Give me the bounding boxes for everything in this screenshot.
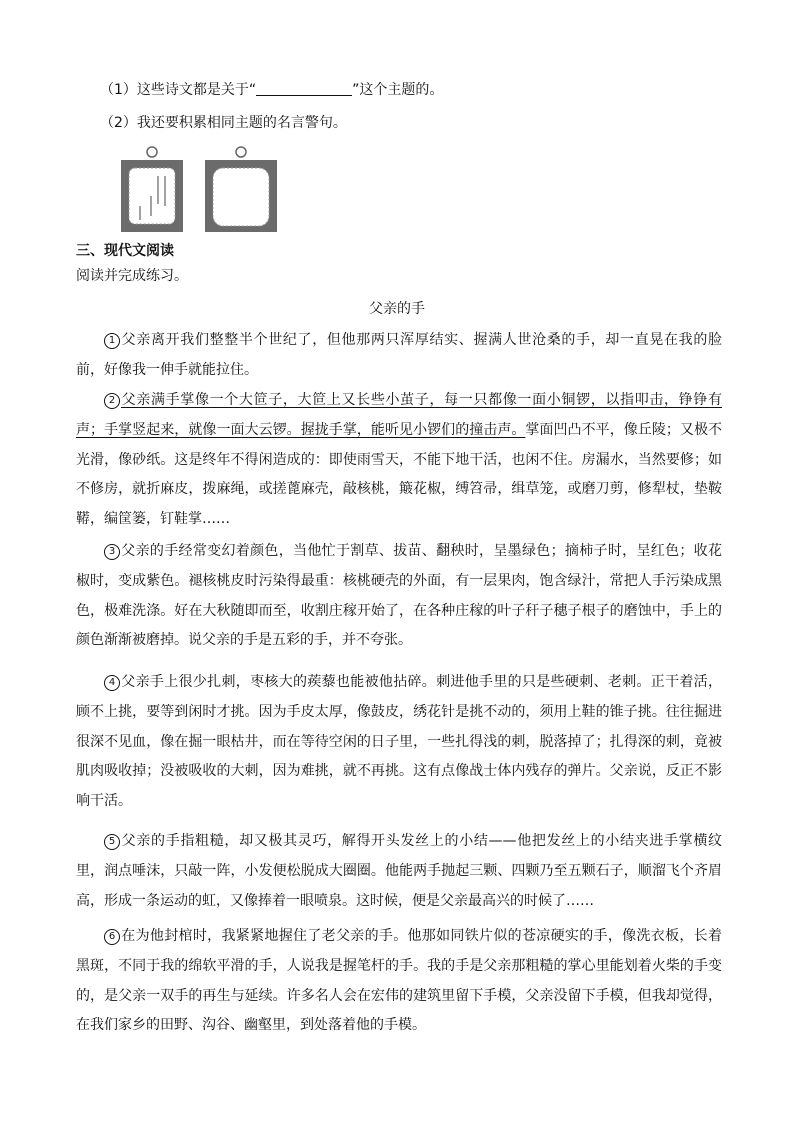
answer-blank[interactable] — [256, 81, 352, 96]
paragraph-number: 1 — [104, 333, 120, 349]
article-title: 父亲的手 — [369, 301, 425, 317]
section-heading: 三、现代文阅读 — [76, 243, 174, 259]
question-1 — [100, 80, 443, 100]
bookmark-cards-illustration — [113, 146, 283, 232]
paragraph-text: 掌面凹凸不平，像丘陵；又极不光滑，像砂纸。这是终年不得闲造成的：即使雨雪天，不能下地干活，也闲不住。房漏水，当然要修；如不修房，就折麻皮，拨麻绳，或搓蓖麻壳，敲核桃，簸花椒，缚笤帚，缉草笼，或磨刀剪，修犁杖，垫鞍鞯，编筐篓，钉鞋掌…… — [76, 421, 722, 528]
paragraph-text: 父亲的手指粗糙，却又极其灵巧，解得开头发丝上的小结——他把发丝上的小结夹进手掌横纹里，润点唾沫，只敲一阵，小发便松脱成大圈圈。他能两手抛起三颗、四颗乃至五颗石子，顺溜飞个齐眉高，形成一条运动的虹，又像捧着一眼喷泉。这时候，便是父亲最高兴的时候了…… — [76, 833, 722, 909]
paragraph-number: 5 — [104, 834, 120, 850]
paragraph-2 — [76, 386, 722, 535]
paragraph-number: 3 — [104, 544, 120, 560]
paragraph-number: 2 — [104, 393, 120, 409]
paragraph-text: 父亲手上很少扎刺，枣核大的蒺藜也能被他拈碎。刺进他手里的只是些硬刺、老刺。正干着活，顾不上挑，要等到闲时才挑。因为手皮太厚，像鼓皮，绣花针是挑不动的，须用上鞋的锥子挑。往往掘进很深不见血，像在掘一眼枯井，而在等待空闲的日子里，一些扎得浅的刺，脱落掉了；扎得深的刺，竟被肌肉吸收掉；没被吸收的大刺，因为难挑，就不再挑。这有点像战士体内残存的弹片。父亲说，反正不影响干活。 — [76, 674, 722, 810]
paragraph-number: 4 — [104, 675, 120, 691]
question-1-suffix: ”这个主题的。 — [352, 82, 444, 98]
paragraph-text: 父亲的手经常变幻着颜色，当他忙于割草、拔苗、翻秧时，呈墨绿色；摘柿子时，呈红色；收花椒时，变成紫色。褪核桃皮时污染得最重：核桃硬壳的外面，有一层果肉，饱含绿汁，常把人手污染成黑色，极难洗涤。好在大秋随即而至，收割庄稼开始了，在各种庄稼的叶子秆子穗子根子的磨蚀中，手上的颜色渐渐被磨掉。说父亲的手是五彩的手，并不夸张。 — [76, 543, 722, 649]
paragraph-number: 6 — [104, 929, 120, 945]
bookmark-card-empty — [205, 147, 277, 232]
bookmark-card-filled — [121, 147, 183, 232]
reading-instruction: 阅读并完成练习。 — [76, 268, 188, 284]
question-2: （2）我还要积累相同主题的名言警句。 — [100, 115, 347, 131]
question-1-prefix: （1）这些诗文都是关于“ — [100, 82, 257, 98]
paragraph-4 — [76, 668, 722, 817]
paragraph-text: 在为他封棺时，我紧紧地握住了老父亲的手。他那如同铁片似的苍凉硬实的手，像洗衣板，长着黑斑，不同于我的绵软平滑的手，人说我是握笔杆的手。我的手是父亲那粗糙的掌心里能划着火柴的手变的，是父亲一双手的再生与延续。许多名人会在宏伟的建筑里留下手模，父亲没留下手模，但我却觉得，在我们家乡的田野、沟谷、幽壑里，到处落着他的手模。 — [76, 928, 722, 1034]
paragraph-1 — [76, 326, 722, 386]
paragraph-text: 父亲离开我们整整半个世纪了，但他那两只浑厚结实、握满人世沧桑的手，却一直晃在我的脸前，好像我一伸手就能拉住。 — [76, 332, 722, 378]
paragraph-6 — [76, 922, 722, 1041]
paragraph-5 — [76, 827, 722, 916]
paragraph-3 — [76, 537, 722, 656]
underlined-sentence: 父亲满手掌像一个大笸子，大笸上又长些小茧子，每一只都像一面小铜锣，以指叩击，铮铮有声；手掌竖起来，就像一面大云锣。握拢手掌，能听见小锣们的撞击声。 — [76, 392, 722, 438]
